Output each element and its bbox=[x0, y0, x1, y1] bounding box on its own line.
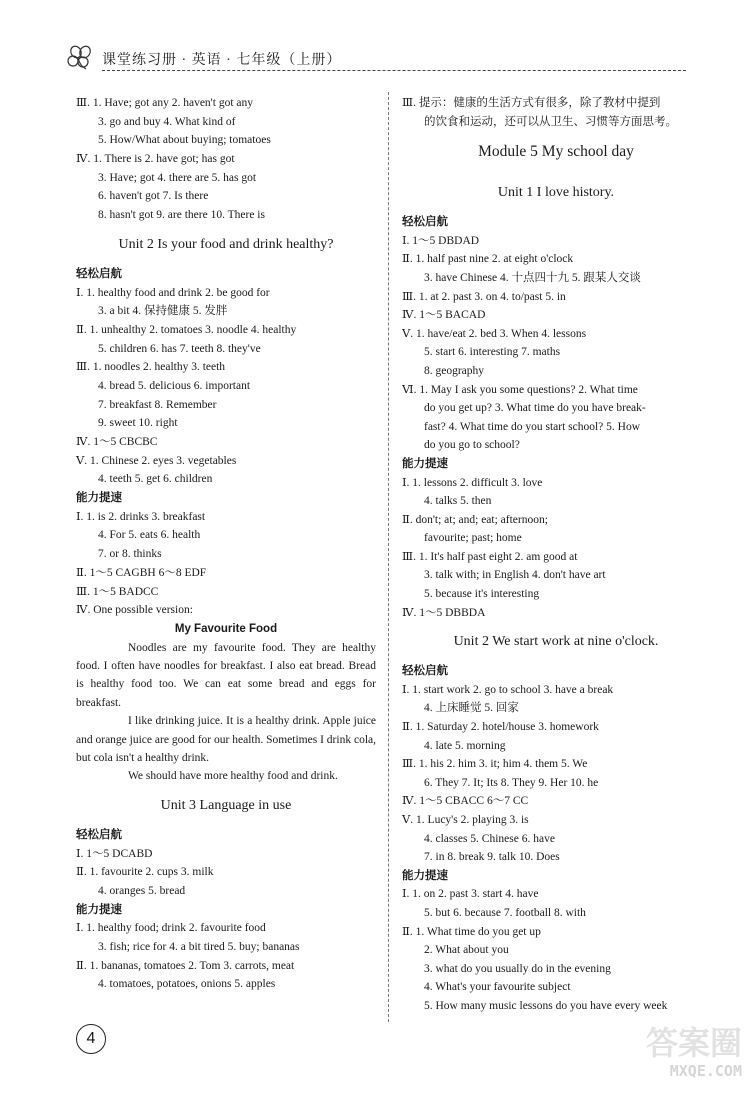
answer-line: 4. late 5. morning bbox=[424, 739, 506, 752]
answer-line: 4. bread 5. delicious 6. important bbox=[98, 379, 251, 392]
answer-line: 3. what do you usually do in the evening bbox=[424, 962, 611, 975]
essay-paragraph: We should have more healthy food and drink. bbox=[128, 770, 338, 783]
answer-line: 6. They 7. It; Its 8. They 9. Her 10. he bbox=[424, 776, 599, 789]
page-number: 4 bbox=[76, 1024, 106, 1054]
answer-line: Ⅰ. 1. lessons 2. difficult 3. love bbox=[402, 476, 543, 489]
answer-line: Ⅰ. 1. on 2. past 3. start 4. have bbox=[402, 888, 539, 901]
answer-line: Ⅳ. 1. There is 2. have got; has got bbox=[76, 153, 235, 166]
answer-line: 3. fish; rice for 4. a bit tired 5. buy; bananas bbox=[98, 940, 300, 953]
answer-line: 3. talk with; in English 4. don't have art bbox=[424, 569, 606, 582]
answer-line: Ⅲ. 1. Have; got any 2. haven't got any bbox=[76, 97, 253, 109]
answer-line: 3. Have; got 4. there are 5. has got bbox=[98, 171, 257, 184]
answer-line: 5. start 6. interesting 7. maths bbox=[424, 346, 561, 359]
answer-line: 5. children 6. has 7. teeth 8. they've bbox=[98, 342, 261, 355]
answer-line: Ⅳ. 1～5 CBCBC bbox=[76, 436, 158, 448]
section-heading: 能力提速 bbox=[402, 869, 448, 882]
answer-line: Ⅲ. 1～5 BADCC bbox=[76, 585, 159, 598]
answer-line: 2. What about you bbox=[424, 944, 509, 957]
answer-line: Ⅱ. 1. half past nine 2. at eight o'clock bbox=[402, 253, 574, 266]
right-column bbox=[402, 94, 710, 1016]
answer-line: do you go to school? bbox=[424, 439, 520, 452]
module-title: Module 5 My school day bbox=[478, 143, 634, 161]
answer-line: Ⅳ. 1～5 DBBDA bbox=[402, 606, 486, 619]
answer-line: Ⅳ. One possible version: bbox=[76, 604, 193, 617]
answer-line: Ⅴ. 1. Lucy's 2. playing 3. is bbox=[402, 814, 529, 826]
answer-line: 4. talks 5. then bbox=[424, 495, 492, 508]
answer-line: 3. go and buy 4. What kind of bbox=[98, 115, 236, 128]
answer-line: Ⅴ. 1. have/eat 2. bed 3. When 4. lessons bbox=[402, 327, 587, 340]
section-heading: 轻松启航 bbox=[76, 267, 122, 280]
answer-line: Ⅰ. 1. healthy food and drink 2. be good for bbox=[76, 286, 270, 299]
answer-line: Ⅲ. 提示：健康的生活方式有很多，除了教材中提到 bbox=[402, 97, 661, 109]
left-column bbox=[76, 94, 376, 994]
answer-line: 8. geography bbox=[424, 364, 485, 377]
section-heading: 能力提速 bbox=[402, 457, 448, 470]
answer-line: Ⅰ. 1～5 DBDAD bbox=[402, 234, 480, 247]
section-heading: 能力提速 bbox=[76, 903, 122, 916]
answer-line: 5. but 6. because 7. football 8. with bbox=[424, 906, 586, 919]
answer-line: 3. have Chinese 4. 十点四十九 5. 跟某人交谈 bbox=[424, 271, 641, 284]
answer-line: 4. teeth 5. get 6. children bbox=[98, 473, 213, 486]
answer-line: 4. What's your favourite subject bbox=[424, 981, 571, 994]
answer-line: Ⅵ. 1. May I ask you some questions? 2. What time bbox=[402, 383, 638, 396]
book-title: 课堂练习册 · 英语 · 七年级（上册） bbox=[102, 53, 342, 68]
unit-title: Unit 1 I love history. bbox=[497, 185, 615, 201]
answer-line: 6. haven't got 7. Is there bbox=[98, 190, 209, 203]
answer-line: Ⅲ. 1. noodles 2. healthy 3. teeth bbox=[76, 361, 226, 374]
answer-line: 5. because it's interesting bbox=[424, 588, 540, 601]
answer-line: favourite; past; home bbox=[424, 532, 522, 545]
answer-line: 9. sweet 10. right bbox=[98, 417, 178, 430]
essay-paragraph: I like drinking juice. It is a healthy drink. Apple juice and orange juice are good for our health. Sometimes I drink cola, but cola isn't a healthy drink. bbox=[76, 715, 376, 764]
unit-title: Unit 3 Language in use bbox=[160, 797, 292, 813]
clover-decoration-icon bbox=[66, 44, 100, 70]
answer-line: Ⅱ. 1. Saturday 2. hotel/house 3. homework bbox=[402, 721, 599, 734]
page-header bbox=[66, 44, 686, 70]
answer-line: Ⅱ. 1. bananas, tomatoes 2. Tom 3. carrots, meat bbox=[76, 959, 295, 972]
answer-line: 4. oranges 5. bread bbox=[98, 884, 186, 897]
answer-line: Ⅲ. 1. his 2. him 3. it; him 4. them 5. We bbox=[402, 758, 588, 771]
answer-line: Ⅴ. 1. Chinese 2. eyes 3. vegetables bbox=[76, 454, 237, 467]
site-watermark bbox=[612, 1018, 742, 1086]
answer-line: 7. or 8. thinks bbox=[98, 548, 162, 561]
answer-line: Ⅰ. 1. is 2. drinks 3. breakfast bbox=[76, 510, 206, 523]
unit-title: Unit 2 Is your food and drink healthy? bbox=[118, 236, 334, 252]
answer-line: fast? 4. What time do you start school? 5. How bbox=[424, 420, 641, 433]
answer-line: 4. For 5. eats 6. health bbox=[98, 529, 201, 542]
answer-line: Ⅱ. 1. What time do you get up bbox=[402, 925, 541, 938]
answer-line: Ⅲ. 1. It's half past eight 2. am good at bbox=[402, 550, 578, 563]
unit-title: Unit 2 We start work at nine o'clock. bbox=[453, 634, 659, 650]
answer-line: Ⅱ. 1. favourite 2. cups 3. milk bbox=[76, 866, 214, 879]
answer-line: Ⅱ. 1～5 CAGBH 6～8 EDF bbox=[76, 566, 207, 579]
answer-line: do you get up? 3. What time do you have break- bbox=[424, 402, 646, 415]
essay-body bbox=[76, 639, 376, 786]
answer-line: Ⅲ. 1. at 2. past 3. on 4. to/past 5. in bbox=[402, 290, 566, 303]
header-rule bbox=[102, 70, 686, 71]
answer-line: Ⅰ. 1. start work 2. go to school 3. have a break bbox=[402, 683, 614, 696]
essay-paragraph: Noodles are my favourite food. They are healthy food. I often have noodles for breakfast. I also eat bread. Bread is healthy food too. We can eat some bread and eggs for breakfast. bbox=[76, 641, 376, 709]
answer-line: 8. hasn't got 9. are there 10. There is bbox=[98, 209, 265, 222]
column-divider bbox=[388, 92, 389, 1022]
answer-line: 4. 上床睡觉 5. 回家 bbox=[424, 702, 519, 715]
answer-line: Ⅱ. 1. unhealthy 2. tomatoes 3. noodle 4. healthy bbox=[76, 323, 297, 336]
essay-title: My Favourite Food bbox=[174, 622, 278, 635]
section-heading: 轻松启航 bbox=[76, 828, 122, 841]
answer-line: 5. How many music lessons do you have every week bbox=[424, 999, 668, 1012]
watermark-text: MXQE.COM bbox=[669, 1062, 742, 1080]
answer-line: 4. classes 5. Chinese 6. have bbox=[424, 832, 555, 845]
watermark-logo: 答案圈 bbox=[645, 1024, 742, 1062]
answer-line: 的饮食和运动，还可以从卫生、习惯等方面思考。 bbox=[424, 115, 677, 128]
answer-line: 5. How/What about buying; tomatoes bbox=[98, 134, 271, 147]
answer-line: 3. a bit 4. 保持健康 5. 发胖 bbox=[98, 305, 228, 318]
answer-line: Ⅰ. 1～5 DCABD bbox=[76, 847, 153, 860]
answer-line: 7. in 8. break 9. talk 10. Does bbox=[424, 851, 560, 864]
answer-line: Ⅳ. 1～5 BACAD bbox=[402, 309, 486, 322]
answer-line: Ⅱ. don't; at; and; eat; afternoon; bbox=[402, 513, 548, 526]
answer-line: 4. tomatoes, potatoes, onions 5. apples bbox=[98, 978, 276, 991]
answer-line: Ⅳ. 1～5 CBACC 6～7 CC bbox=[402, 795, 529, 808]
section-heading: 轻松启航 bbox=[402, 665, 448, 678]
answer-line: 7. breakfast 8. Remember bbox=[98, 398, 217, 411]
answer-line: Ⅰ. 1. healthy food; drink 2. favourite food bbox=[76, 922, 266, 935]
section-heading: 能力提速 bbox=[76, 492, 122, 505]
section-heading: 轻松启航 bbox=[402, 216, 448, 229]
